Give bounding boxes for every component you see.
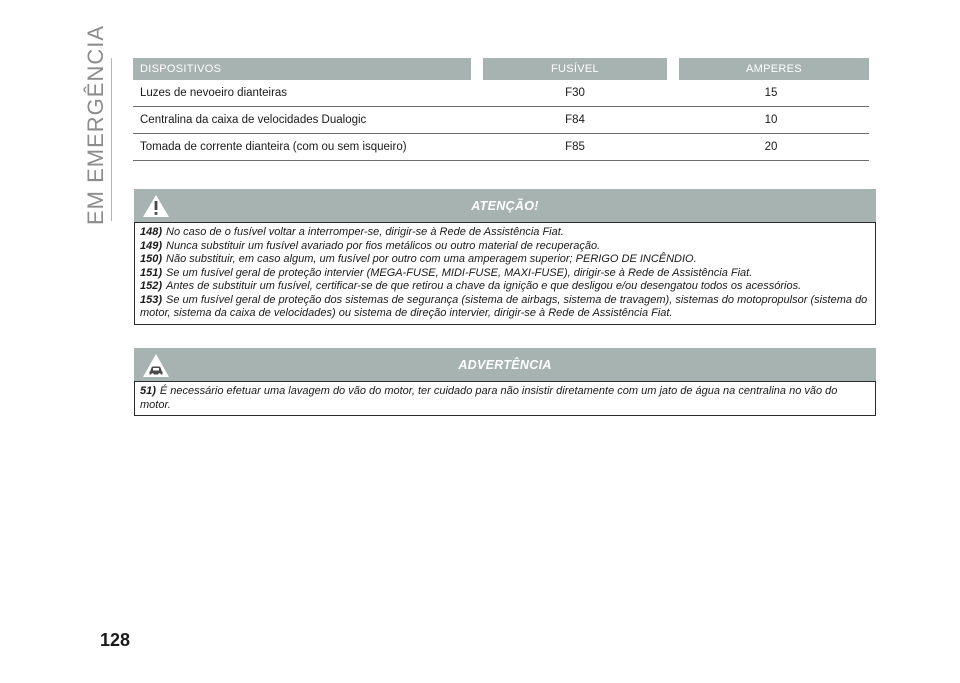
amperes-cell: 10	[673, 107, 869, 134]
item-number: 150)	[140, 253, 163, 265]
item-number: 149)	[140, 239, 163, 252]
column-header-fusivel: FUSÍVEL	[477, 58, 673, 80]
attention-item	[140, 226, 869, 240]
table-row	[133, 134, 869, 161]
item-number: 148)	[140, 226, 163, 238]
warning-box	[134, 348, 876, 416]
table-row	[133, 80, 869, 107]
attention-header	[134, 189, 876, 222]
fuse-table	[133, 58, 869, 161]
attention-item	[140, 267, 869, 281]
item-number: 151)	[140, 266, 163, 279]
attention-item	[140, 240, 869, 254]
warning-body	[134, 381, 876, 416]
attention-body	[134, 222, 876, 325]
item-text: Nunca substituir um fusível avariado por fios metálicos ou outro material de recuperação.	[166, 239, 601, 252]
attention-box	[134, 189, 876, 325]
attention-title: ATENÇÃO!	[471, 199, 539, 213]
amperes-cell: 15	[673, 80, 869, 107]
device-cell: Luzes de nevoeiro dianteiras	[133, 80, 477, 107]
warning-item	[140, 385, 869, 412]
item-text: Não substituir, em caso algum, um fusível por outro com uma amperagem superior; PERIGO DE INCÊNDIO.	[166, 253, 697, 265]
column-header-amperes: AMPERES	[673, 58, 869, 80]
attention-item	[140, 294, 869, 321]
item-number: 51)	[140, 385, 156, 397]
side-divider	[111, 58, 112, 221]
item-text: É necessário efetuar uma lavagem do vão do motor, ter cuidado para não insistir diretamente com um jato de água na centralina no vão do motor.	[140, 385, 838, 411]
item-text: Antes de substituir um fusível, certificar-se de que retirou a chave da ignição e que desligou e/ou desengatou todos os acessórios.	[166, 280, 802, 292]
attention-item	[140, 253, 869, 267]
item-number: 152)	[140, 280, 163, 292]
item-text: Se um fusível geral de proteção intervier (MEGA-FUSE, MIDI-FUSE, MAXI-FUSE), dirigir-se à Rede de Assistência Fiat.	[166, 266, 753, 279]
table-header-row	[133, 58, 869, 80]
warning-header	[134, 348, 876, 381]
table-row	[133, 107, 869, 134]
item-text: Se um fusível geral de proteção dos sistemas de segurança (sistema de airbags, sistema de travagem), sistemas do motopropulsor (sistema do motor, sistema da caixa de velocidades) ou sistema de direção intervier, dirigir-se à Rede de Assistência Fiat.	[140, 293, 868, 319]
device-cell: Tomada de corrente dianteira (com ou sem isqueiro)	[133, 134, 477, 161]
attention-item	[140, 280, 869, 294]
fuse-cell: F85	[477, 134, 673, 161]
section-title: EM EMERGÊNCIA	[83, 24, 108, 225]
fuse-cell: F30	[477, 80, 673, 107]
fuse-cell: F84	[477, 107, 673, 134]
warning-title: ADVERTÊNCIA	[458, 358, 552, 372]
item-text: No caso de o fusível voltar a interromper-se, dirigir-se à Rede de Assistência Fiat.	[166, 226, 564, 238]
amperes-cell: 20	[673, 134, 869, 161]
device-cell: Centralina da caixa de velocidades Dualogic	[133, 107, 477, 134]
column-header-dispositivos: DISPOSITIVOS	[133, 58, 477, 80]
page-number: 128	[100, 630, 131, 650]
item-number: 153)	[140, 293, 163, 306]
